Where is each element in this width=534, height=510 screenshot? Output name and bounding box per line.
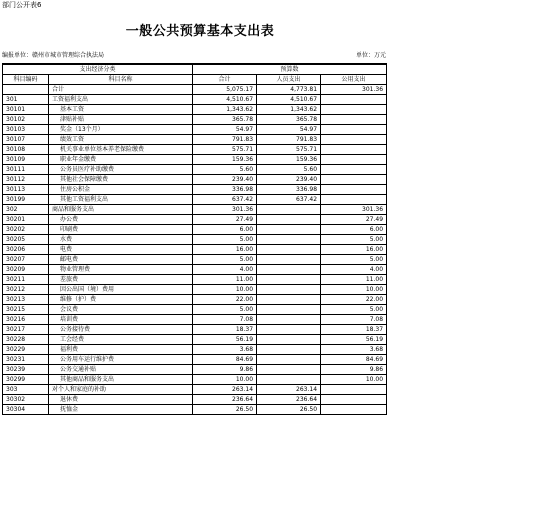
header-group-row <box>3 64 387 75</box>
table-row <box>3 365 387 375</box>
cell-personnel: 239.40 <box>257 175 321 185</box>
cell-name: 培训费 <box>49 315 193 325</box>
table-row <box>3 405 387 415</box>
cell-total: 4.00 <box>193 265 257 275</box>
table-row <box>3 265 387 275</box>
cell-total: 10.00 <box>193 375 257 385</box>
cell-personnel <box>257 325 321 335</box>
cell-code: 30211 <box>3 275 49 285</box>
table-row <box>3 235 387 245</box>
cell-personnel <box>257 335 321 345</box>
table-row <box>3 225 387 235</box>
cell-personnel: 575.71 <box>257 145 321 155</box>
table-row <box>3 115 387 125</box>
cell-personnel: 1,343.62 <box>257 105 321 115</box>
cell-name: 工资福利支出 <box>49 95 193 105</box>
cell-total: 27.49 <box>193 215 257 225</box>
cell-public <box>321 185 387 195</box>
cell-code: 301 <box>3 95 49 105</box>
report-number-label: 部门公开表6 <box>2 1 42 9</box>
cell-personnel: 263.14 <box>257 385 321 395</box>
cell-total: 5.00 <box>193 305 257 315</box>
cell-total: 239.40 <box>193 175 257 185</box>
cell-name: 公务接待费 <box>49 325 193 335</box>
reporting-unit: 编报单位：赣州市城市管理综合执法局 <box>2 52 105 59</box>
cell-name: 其他社会保障缴费 <box>49 175 193 185</box>
cell-name: 福利费 <box>49 345 193 355</box>
table-row <box>3 195 387 205</box>
cell-personnel: 236.64 <box>257 395 321 405</box>
cell-personnel <box>257 375 321 385</box>
table-row <box>3 185 387 195</box>
cell-personnel <box>257 255 321 265</box>
cell-public: 18.37 <box>321 325 387 335</box>
cell-total: 22.00 <box>193 295 257 305</box>
page-title: 一般公共预算基本支出表 <box>125 24 275 39</box>
cell-public <box>321 125 387 135</box>
cell-total: 575.71 <box>193 145 257 155</box>
cell-code: 30229 <box>3 345 49 355</box>
cell-code: 30215 <box>3 305 49 315</box>
cell-code: 30209 <box>3 265 49 275</box>
table-row <box>3 285 387 295</box>
table-row <box>3 165 387 175</box>
cell-name: 维修（护）费 <box>49 295 193 305</box>
cell-personnel <box>257 275 321 285</box>
header-expense-classification: 支出经济分类 <box>3 64 193 75</box>
cell-public: 4.00 <box>321 265 387 275</box>
cell-personnel: 791.83 <box>257 135 321 145</box>
cell-code: 30304 <box>3 405 49 415</box>
cell-public: 3.68 <box>321 345 387 355</box>
cell-code: 30228 <box>3 335 49 345</box>
cell-public <box>321 405 387 415</box>
cell-code: 30112 <box>3 175 49 185</box>
header-total: 合计 <box>193 75 257 85</box>
cell-public: 11.00 <box>321 275 387 285</box>
cell-total: 5.00 <box>193 255 257 265</box>
cell-total: 26.50 <box>193 405 257 415</box>
cell-name: 公务员医疗补助缴费 <box>49 165 193 175</box>
table-row <box>3 325 387 335</box>
cell-public: 5.00 <box>321 305 387 315</box>
cell-personnel: 4,773.81 <box>257 85 321 95</box>
table-row <box>3 305 387 315</box>
cell-total: 11.00 <box>193 275 257 285</box>
cell-name: 其他商品和服务支出 <box>49 375 193 385</box>
table-row <box>3 205 387 215</box>
cell-personnel: 365.78 <box>257 115 321 125</box>
cell-public <box>321 115 387 125</box>
cell-code: 30113 <box>3 185 49 195</box>
cell-total: 10.00 <box>193 285 257 295</box>
cell-name: 绩效工资 <box>49 135 193 145</box>
cell-public <box>321 105 387 115</box>
table-row <box>3 175 387 185</box>
cell-personnel <box>257 295 321 305</box>
cell-code: 30213 <box>3 295 49 305</box>
cell-personnel: 5.60 <box>257 165 321 175</box>
cell-name: 奖金（13个月） <box>49 125 193 135</box>
cell-code: 30101 <box>3 105 49 115</box>
cell-public <box>321 385 387 395</box>
cell-code: 30207 <box>3 255 49 265</box>
header-public: 公用支出 <box>321 75 387 85</box>
cell-code: 302 <box>3 205 49 215</box>
cell-code: 30201 <box>3 215 49 225</box>
cell-total: 301.36 <box>193 205 257 215</box>
cell-total: 236.64 <box>193 395 257 405</box>
cell-code <box>3 85 49 95</box>
cell-name: 公务用车运行维护费 <box>49 355 193 365</box>
cell-personnel <box>257 205 321 215</box>
cell-code: 30108 <box>3 145 49 155</box>
cell-personnel <box>257 265 321 275</box>
table-row <box>3 255 387 265</box>
cell-name: 抚恤金 <box>49 405 193 415</box>
cell-public <box>321 195 387 205</box>
cell-code: 30107 <box>3 135 49 145</box>
header-code: 科目编码 <box>3 75 49 85</box>
cell-name: 邮电费 <box>49 255 193 265</box>
cell-name: 其他工资福利支出 <box>49 195 193 205</box>
cell-personnel <box>257 345 321 355</box>
cell-personnel <box>257 315 321 325</box>
cell-code: 30111 <box>3 165 49 175</box>
cell-total: 3.68 <box>193 345 257 355</box>
cell-code: 30231 <box>3 355 49 365</box>
table-row <box>3 135 387 145</box>
cell-personnel: 159.36 <box>257 155 321 165</box>
cell-name: 基本工资 <box>49 105 193 115</box>
cell-name: 住房公积金 <box>49 185 193 195</box>
cell-personnel: 637.42 <box>257 195 321 205</box>
table-header <box>3 64 387 85</box>
cell-total: 54.97 <box>193 125 257 135</box>
cell-personnel: 54.97 <box>257 125 321 135</box>
cell-public: 6.00 <box>321 225 387 235</box>
cell-name: 水费 <box>49 235 193 245</box>
cell-public: 16.00 <box>321 245 387 255</box>
table-row <box>3 155 387 165</box>
cell-personnel <box>257 235 321 245</box>
cell-name: 职业年金缴费 <box>49 155 193 165</box>
cell-personnel <box>257 225 321 235</box>
cell-total: 56.19 <box>193 335 257 345</box>
cell-code: 30109 <box>3 155 49 165</box>
cell-public <box>321 175 387 185</box>
cell-total: 7.08 <box>193 315 257 325</box>
cell-total: 84.69 <box>193 355 257 365</box>
cell-total: 1,343.62 <box>193 105 257 115</box>
cell-code: 30216 <box>3 315 49 325</box>
cell-name: 印刷费 <box>49 225 193 235</box>
cell-name: 对个人和家庭的补助 <box>49 385 193 395</box>
table-row <box>3 145 387 155</box>
table-row <box>3 215 387 225</box>
currency-unit: 单位：万元 <box>355 52 386 59</box>
cell-code: 30302 <box>3 395 49 405</box>
cell-public: 10.00 <box>321 375 387 385</box>
cell-code: 30299 <box>3 375 49 385</box>
cell-total: 791.83 <box>193 135 257 145</box>
cell-name: 机关事业单位基本养老保险缴费 <box>49 145 193 155</box>
table-row <box>3 125 387 135</box>
table-row <box>3 385 387 395</box>
cell-public: 22.00 <box>321 295 387 305</box>
table-row <box>3 245 387 255</box>
cell-personnel <box>257 365 321 375</box>
cell-public <box>321 95 387 105</box>
cell-name: 办公费 <box>49 215 193 225</box>
table-row <box>3 85 387 95</box>
cell-code: 30205 <box>3 235 49 245</box>
cell-public: 27.49 <box>321 215 387 225</box>
cell-code: 30102 <box>3 115 49 125</box>
header-column-row <box>3 75 387 85</box>
table-row <box>3 335 387 345</box>
header-personnel: 人员支出 <box>257 75 321 85</box>
cell-total: 637.42 <box>193 195 257 205</box>
cell-personnel <box>257 245 321 255</box>
cell-public: 84.69 <box>321 355 387 365</box>
cell-name: 会议费 <box>49 305 193 315</box>
cell-public <box>321 135 387 145</box>
cell-code: 30206 <box>3 245 49 255</box>
cell-public: 5.00 <box>321 235 387 245</box>
header-budget-amount: 预算数 <box>193 64 387 75</box>
cell-code: 30217 <box>3 325 49 335</box>
cell-name: 电费 <box>49 245 193 255</box>
cell-public <box>321 145 387 155</box>
cell-personnel: 4,510.67 <box>257 95 321 105</box>
cell-name: 公务交通补贴 <box>49 365 193 375</box>
table-row <box>3 355 387 365</box>
table-row <box>3 95 387 105</box>
cell-total: 5.00 <box>193 235 257 245</box>
cell-total: 5,075.17 <box>193 85 257 95</box>
cell-code: 30239 <box>3 365 49 375</box>
table-row <box>3 375 387 385</box>
table-row <box>3 345 387 355</box>
cell-name: 商品和服务支出 <box>49 205 193 215</box>
cell-public <box>321 395 387 405</box>
cell-public: 301.36 <box>321 85 387 95</box>
cell-total: 263.14 <box>193 385 257 395</box>
cell-public: 9.86 <box>321 365 387 375</box>
cell-public <box>321 155 387 165</box>
cell-total: 4,510.67 <box>193 95 257 105</box>
cell-total: 16.00 <box>193 245 257 255</box>
cell-name: 因公出国（境）费用 <box>49 285 193 295</box>
cell-public: 7.08 <box>321 315 387 325</box>
table-row <box>3 105 387 115</box>
cell-name: 退休费 <box>49 395 193 405</box>
cell-name: 物业管理费 <box>49 265 193 275</box>
cell-personnel <box>257 355 321 365</box>
cell-total: 336.98 <box>193 185 257 195</box>
cell-name: 合计 <box>49 85 193 95</box>
cell-public: 10.00 <box>321 285 387 295</box>
cell-name: 津贴补贴 <box>49 115 193 125</box>
cell-personnel: 26.50 <box>257 405 321 415</box>
cell-code: 30212 <box>3 285 49 295</box>
cell-personnel <box>257 285 321 295</box>
table-row <box>3 295 387 305</box>
cell-total: 159.36 <box>193 155 257 165</box>
cell-personnel <box>257 215 321 225</box>
cell-code: 303 <box>3 385 49 395</box>
cell-name: 工会经费 <box>49 335 193 345</box>
cell-total: 9.86 <box>193 365 257 375</box>
table-row <box>3 315 387 325</box>
cell-total: 5.60 <box>193 165 257 175</box>
cell-code: 30202 <box>3 225 49 235</box>
cell-public: 5.00 <box>321 255 387 265</box>
cell-code: 30103 <box>3 125 49 135</box>
cell-public: 56.19 <box>321 335 387 345</box>
cell-name: 差旅费 <box>49 275 193 285</box>
cell-public <box>321 165 387 175</box>
report-info-row <box>2 51 386 61</box>
table-body <box>3 85 387 415</box>
header-name: 科目名称 <box>49 75 193 85</box>
table-row <box>3 275 387 285</box>
table-row <box>3 395 387 405</box>
cell-personnel <box>257 305 321 315</box>
cell-personnel: 336.98 <box>257 185 321 195</box>
cell-public: 301.36 <box>321 205 387 215</box>
budget-table <box>2 63 387 415</box>
cell-total: 365.78 <box>193 115 257 125</box>
cell-total: 6.00 <box>193 225 257 235</box>
cell-code: 30199 <box>3 195 49 205</box>
cell-total: 18.37 <box>193 325 257 335</box>
